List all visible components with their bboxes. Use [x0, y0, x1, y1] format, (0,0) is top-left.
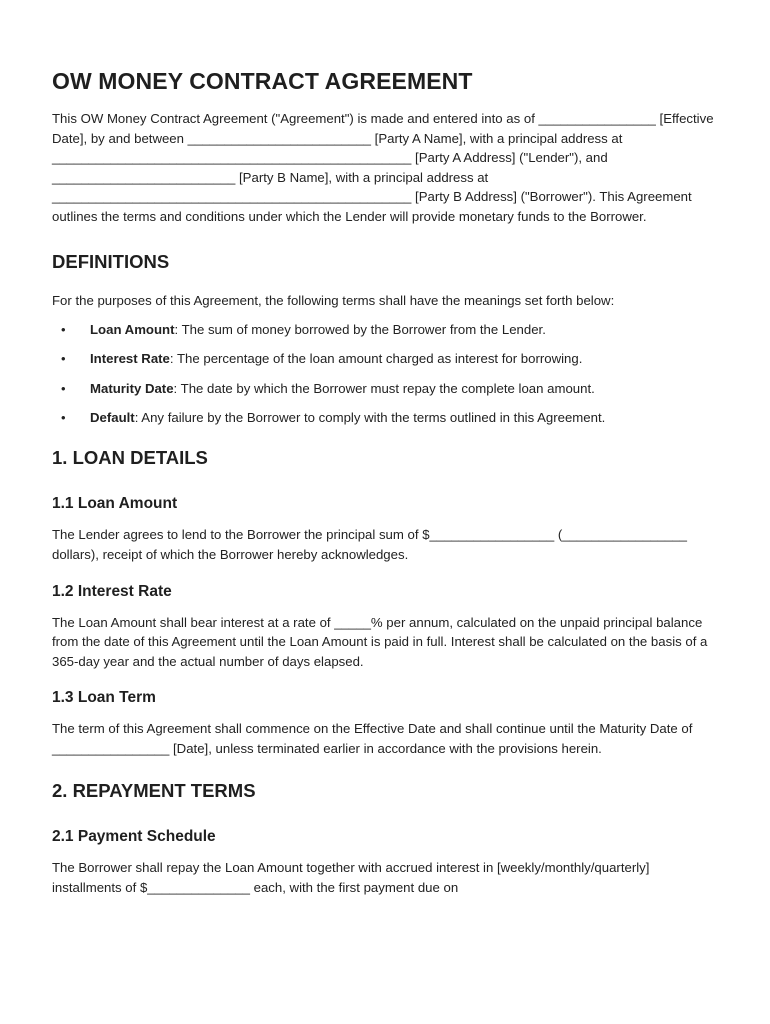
- definition-item-interest-rate: [52, 349, 720, 369]
- loan-amount-paragraph: The Lender agrees to lend to the Borrower the principal sum of $_________________ (_________________ dollars), receipt of which the Borrower hereby acknowledges.: [52, 527, 687, 562]
- bullet-icon: •: [61, 409, 66, 425]
- definitions-heading: DEFINITIONS: [52, 250, 170, 272]
- definitions-list: [52, 320, 720, 427]
- repayment-terms-heading: 2. REPAYMENT TERMS: [52, 780, 256, 802]
- definitions-lead: For the purposes of this Agreement, the following terms shall have the meanings set forth below:: [52, 292, 615, 308]
- definition-item-loan-amount: [52, 320, 720, 340]
- definition-term: Interest Rate: [90, 351, 170, 367]
- definition-term: Default: [90, 409, 135, 425]
- definition-term: Loan Amount: [90, 322, 175, 338]
- document-page: [52, 68, 720, 898]
- intro-paragraph: This OW Money Contract Agreement ("Agreement") is made and entered into as of ________________ [Effective Date], by and between _________________________ [Party A Name], with a principal address at _________________________________________________ [Party A Address] ("Lender"), and _________________________ [Party B Name], with a principal address at _________________________________________________ [Party B Address] ("Borrower"). This Agreement outlines the terms and conditions under which the Lender will provide monetary funds to the Borrower.: [52, 111, 714, 224]
- interest-rate-paragraph: The Loan Amount shall bear interest at a rate of _____% per annum, calculated on the unpaid principal balance from the date of this Agreement until the Loan Amount is paid in full. Interest shall be calculated on the basis of a 365-day year and the actual number of days elapsed.: [52, 614, 708, 669]
- definition-item-default: [52, 408, 720, 428]
- loan-details-heading: 1. LOAN DETAILS: [52, 447, 208, 469]
- definition-text: : The date by which the Borrower must repay the complete loan amount.: [173, 380, 595, 396]
- definition-term: Maturity Date: [90, 380, 174, 396]
- bullet-icon: •: [61, 351, 66, 367]
- definition-text: : The percentage of the loan amount charged as interest for borrowing.: [169, 351, 583, 367]
- bullet-icon: •: [61, 380, 66, 396]
- payment-schedule-paragraph: The Borrower shall repay the Loan Amount together with accrued interest in [weekly/monthly/quarterly] installments of $______________ each, with the first payment due on: [52, 860, 650, 896]
- definition-item-maturity-date: [52, 379, 720, 399]
- loan-amount-heading: 1.1 Loan Amount: [52, 495, 178, 513]
- definition-text: : Any failure by the Borrower to comply with the terms outlined in this Agreement.: [134, 409, 606, 425]
- bullet-icon: •: [61, 322, 66, 338]
- document-title: OW MONEY CONTRACT AGREEMENT: [52, 68, 473, 94]
- loan-term-heading: 1.3 Loan Term: [52, 689, 156, 707]
- interest-rate-heading: 1.2 Interest Rate: [52, 582, 172, 600]
- loan-term-paragraph: The term of this Agreement shall commence on the Effective Date and shall continue until the Maturity Date of ________________ [Date], unless terminated earlier in accordance with the provisions herein.: [52, 721, 693, 756]
- definition-text: : The sum of money borrowed by the Borrower from the Lender.: [174, 322, 546, 338]
- payment-schedule-heading: 2.1 Payment Schedule: [52, 828, 216, 846]
